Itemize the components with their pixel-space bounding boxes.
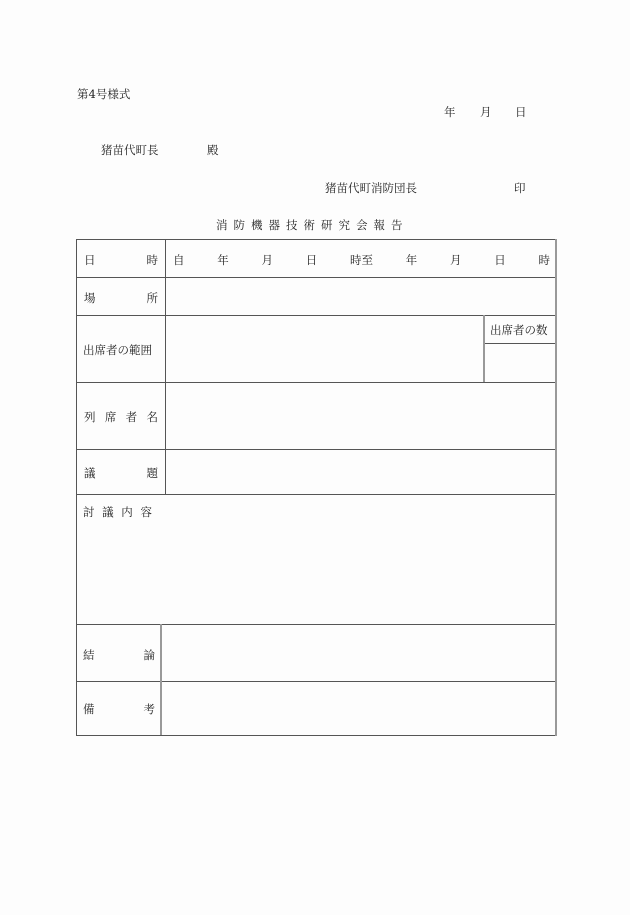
agenda-label: 議 題 [84, 466, 158, 480]
datetime-field[interactable]: 自 年 月 日 時至 年 月 日 時 [173, 253, 550, 267]
sender-name: 猪苗代町消防団長 [325, 181, 417, 195]
place-field[interactable] [167, 278, 554, 314]
attendee-range-label: 出席者の範囲 [83, 343, 152, 357]
agenda-field[interactable] [167, 450, 554, 493]
form-number: 第4号様式 [77, 87, 131, 101]
date-day: 日 [515, 105, 527, 119]
conclusion-label: 結 論 [83, 648, 155, 662]
discussion-label: 討 議 内 容 [83, 505, 154, 519]
attendee-names-field[interactable] [167, 383, 554, 448]
conclusion-field[interactable] [163, 625, 554, 680]
discussion-field[interactable] [78, 522, 554, 622]
date-month: 月 [480, 105, 492, 119]
document-title: 消防機器技術研究会報告 [216, 218, 409, 232]
seal-mark: 印 [514, 181, 526, 195]
remarks-field[interactable] [163, 682, 554, 734]
addressee-honorific: 殿 [207, 143, 219, 157]
remarks-label: 備 考 [83, 702, 155, 716]
attendee-range-field[interactable] [167, 316, 482, 381]
addressee-name: 猪苗代町長 [101, 143, 159, 157]
datetime-label: 日 時 [84, 253, 158, 267]
attendee-names-label: 列 席 者 名 [84, 410, 158, 424]
date-year: 年 [444, 105, 456, 119]
attendee-count-field[interactable] [486, 345, 554, 381]
attendee-count-label: 出席者の数 [490, 323, 548, 337]
place-label: 場 所 [84, 291, 158, 305]
